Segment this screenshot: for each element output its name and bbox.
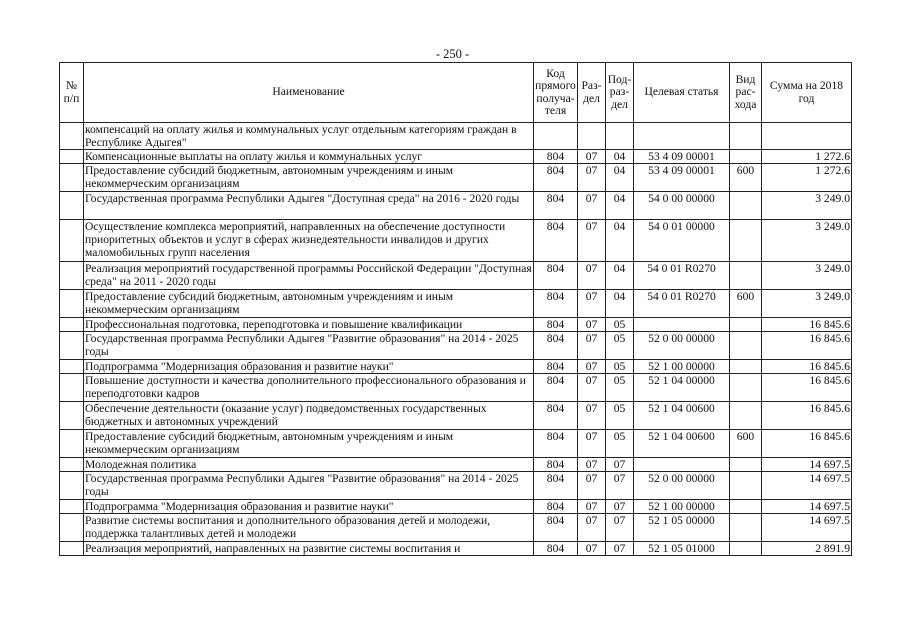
row-amount-cell: 3 249.0 xyxy=(762,220,852,262)
row-recipient-code-cell: 804 xyxy=(534,500,578,514)
row-section-cell: 07 xyxy=(578,458,606,472)
budget-table xyxy=(59,62,852,556)
row-amount-cell: 1 272.6 xyxy=(762,150,852,164)
row-name-cell: Реализация мероприятий государственной программы Российской Федерации "Доступная среда" на 2011 - 2020 годы xyxy=(85,262,532,288)
row-target-article-cell: 54 0 01 R0270 xyxy=(634,290,730,318)
row-section-cell: 07 xyxy=(578,262,606,290)
row-amount-cell: 16 845.6 xyxy=(762,430,852,458)
row-expense-kind-cell xyxy=(730,360,762,374)
row-subsection-cell: 05 xyxy=(606,430,634,458)
row-section-cell: 07 xyxy=(578,318,606,332)
row-name-cell: Предоставление субсидий бюджетным, автономным учреждениям и иным некоммерческим организациям xyxy=(84,164,534,192)
row-name-cell: Осуществление комплекса мероприятий, направленных на обеспечение доступности приоритетных объектов и услуг в сферах жизнедеятельности инвалидов и других маломобильных групп населения xyxy=(84,220,534,262)
row-number-cell xyxy=(60,192,84,220)
row-section-cell xyxy=(578,123,606,150)
row-target-article-cell: 52 1 00 00000 xyxy=(634,500,730,514)
row-target-article-cell: 52 1 05 01000 xyxy=(634,542,730,556)
table-row xyxy=(60,360,852,374)
header-subsection: Под-раз-дел xyxy=(606,63,634,123)
row-expense-kind-cell xyxy=(730,374,762,402)
header-number: № п/п xyxy=(60,63,84,123)
row-recipient-code-cell: 804 xyxy=(534,290,578,318)
header-recipient-code: Код прямого получа-теля xyxy=(534,63,578,123)
row-expense-kind-cell: 600 xyxy=(730,290,762,318)
row-subsection-cell: 04 xyxy=(606,164,634,192)
row-subsection-cell xyxy=(606,123,634,150)
row-target-article-cell xyxy=(634,458,730,472)
table-header xyxy=(60,63,852,123)
row-subsection-cell: 07 xyxy=(606,472,634,500)
row-expense-kind-cell xyxy=(730,542,762,556)
row-target-article-cell: 53 4 09 00001 xyxy=(634,164,730,192)
row-expense-kind-cell xyxy=(730,262,762,290)
row-recipient-code-cell: 804 xyxy=(534,150,578,164)
row-section-cell: 07 xyxy=(578,360,606,374)
row-number-cell xyxy=(60,150,84,164)
row-subsection-cell: 05 xyxy=(606,332,634,360)
row-number-cell xyxy=(60,318,84,332)
row-target-article-cell: 54 0 01 00000 xyxy=(634,220,730,262)
row-target-article-cell: 52 1 04 00600 xyxy=(634,430,730,458)
row-target-article-cell: 54 0 00 00000 xyxy=(634,192,730,220)
row-expense-kind-cell xyxy=(730,192,762,220)
row-target-article-cell: 53 4 09 00001 xyxy=(634,150,730,164)
row-target-article-cell: 52 1 05 00000 xyxy=(634,514,730,542)
table-row xyxy=(60,374,852,402)
row-number-cell xyxy=(60,542,84,556)
row-subsection-cell: 04 xyxy=(606,192,634,220)
row-section-cell: 07 xyxy=(578,430,606,458)
row-amount-cell: 14 697.5 xyxy=(762,458,852,472)
row-name-cell: Молодежная политика xyxy=(84,458,534,472)
row-section-cell: 07 xyxy=(578,472,606,500)
row-name-cell: Подпрограмма "Модернизация образования и развитие науки" xyxy=(84,360,534,374)
row-amount-cell: 1 272.6 xyxy=(762,164,852,192)
row-amount-cell: 3 249.0 xyxy=(762,192,852,220)
row-subsection-cell: 04 xyxy=(606,262,634,290)
row-subsection-cell: 05 xyxy=(606,402,634,430)
row-amount-cell xyxy=(762,123,852,150)
row-name-cell: Подпрограмма "Модернизация образования и развитие науки" xyxy=(84,500,534,514)
table-row xyxy=(60,472,852,500)
table-row xyxy=(60,150,852,164)
table-body xyxy=(60,123,852,556)
row-name-cell: Предоставление субсидий бюджетным, автономным учреждениям и иным некоммерческим организациям xyxy=(84,290,534,318)
row-amount-cell: 16 845.6 xyxy=(762,402,852,430)
row-amount-cell: 16 845.6 xyxy=(762,374,852,402)
row-subsection-cell: 07 xyxy=(606,458,634,472)
row-recipient-code-cell: 804 xyxy=(534,542,578,556)
row-expense-kind-cell xyxy=(730,402,762,430)
table-row xyxy=(60,220,852,262)
row-section-cell: 07 xyxy=(578,164,606,192)
row-amount-cell: 14 697.5 xyxy=(762,500,852,514)
header-amount: Сумма на 2018 год xyxy=(762,63,852,123)
row-recipient-code-cell xyxy=(534,123,578,150)
row-section-cell: 07 xyxy=(578,150,606,164)
row-number-cell xyxy=(60,514,84,542)
row-section-cell: 07 xyxy=(578,402,606,430)
row-expense-kind-cell xyxy=(730,458,762,472)
row-name-cell: Обеспечение деятельности (оказание услуг) подведомственных государственных бюджетных и автономных учреждений xyxy=(84,402,534,430)
row-number-cell xyxy=(60,164,84,192)
row-name-cell: Реализация мероприятий, направленных на развитие системы воспитания и xyxy=(84,542,534,556)
row-target-article-cell: 52 0 00 00000 xyxy=(634,332,730,360)
row-name-cell: Компенсационные выплаты на оплату жилья и коммунальных услуг xyxy=(84,150,534,164)
row-amount-cell: 14 697.5 xyxy=(762,514,852,542)
row-section-cell: 07 xyxy=(578,332,606,360)
row-section-cell: 07 xyxy=(578,192,606,220)
row-recipient-code-cell: 804 xyxy=(534,402,578,430)
row-number-cell xyxy=(60,374,84,402)
row-subsection-cell: 07 xyxy=(606,500,634,514)
row-number-cell xyxy=(60,402,84,430)
row-recipient-code-cell: 804 xyxy=(534,164,578,192)
row-expense-kind-cell xyxy=(730,318,762,332)
row-number-cell xyxy=(60,290,84,318)
table-row xyxy=(60,514,852,542)
row-expense-kind-cell xyxy=(730,514,762,542)
row-section-cell: 07 xyxy=(578,290,606,318)
table-row xyxy=(60,402,852,430)
row-recipient-code-cell: 804 xyxy=(534,472,578,500)
row-subsection-cell: 04 xyxy=(606,220,634,262)
row-subsection-cell: 05 xyxy=(606,374,634,402)
row-target-article-cell: 52 1 00 00000 xyxy=(634,360,730,374)
row-target-article-cell xyxy=(634,123,730,150)
row-number-cell xyxy=(60,430,84,458)
row-section-cell: 07 xyxy=(578,514,606,542)
row-amount-cell: 16 845.6 xyxy=(762,318,852,332)
row-expense-kind-cell: 600 xyxy=(730,164,762,192)
table-row xyxy=(60,164,852,192)
row-recipient-code-cell: 804 xyxy=(534,262,578,290)
row-expense-kind-cell xyxy=(730,332,762,360)
row-recipient-code-cell: 804 xyxy=(534,220,578,262)
row-subsection-cell: 07 xyxy=(606,514,634,542)
row-amount-cell: 16 845.6 xyxy=(762,360,852,374)
row-subsection-cell: 05 xyxy=(606,360,634,374)
table-row xyxy=(60,430,852,458)
row-recipient-code-cell: 804 xyxy=(534,374,578,402)
row-name-cell: Развитие системы воспитания и дополнительного образования детей и молодежи, поддержка талантливых детей и молодежи xyxy=(84,514,534,542)
row-number-cell xyxy=(60,500,84,514)
row-name-cell: Государственная программа Республики Адыгея "Развитие образования" на 2014 - 2025 годы xyxy=(84,332,534,360)
table-row xyxy=(60,542,852,556)
row-recipient-code-cell: 804 xyxy=(534,192,578,220)
row-subsection-cell: 07 xyxy=(606,542,634,556)
row-section-cell: 07 xyxy=(578,374,606,402)
row-recipient-code-cell: 804 xyxy=(534,430,578,458)
row-number-cell xyxy=(60,332,84,360)
row-amount-cell: 16 845.6 xyxy=(762,332,852,360)
row-amount-cell: 2 891.9 xyxy=(762,542,852,556)
row-name-cell: Государственная программа Республики Адыгея "Доступная среда" на 2016 - 2020 годы xyxy=(84,192,534,220)
row-recipient-code-cell: 804 xyxy=(534,360,578,374)
page-number: - 250 - xyxy=(435,47,470,61)
row-name-cell: Повышение доступности и качества дополнительного профессионального образования и переподготовки кадров xyxy=(84,374,534,402)
row-amount-cell: 3 249.0 xyxy=(762,290,852,318)
row-number-cell xyxy=(60,123,84,150)
table-row xyxy=(60,290,852,318)
row-name-cell: Профессиональная подготовка, переподготовка и повышение квалификации xyxy=(84,318,534,332)
row-subsection-cell: 05 xyxy=(606,318,634,332)
table-row xyxy=(60,458,852,472)
row-expense-kind-cell: 600 xyxy=(730,430,762,458)
header-expense-kind: Вид рас-хода xyxy=(730,63,762,123)
row-target-article-cell: 54 0 01 R0270 xyxy=(634,262,730,290)
row-number-cell xyxy=(60,458,84,472)
table-row xyxy=(60,192,852,220)
row-number-cell xyxy=(60,220,84,262)
row-target-article-cell: 52 1 04 00600 xyxy=(634,402,730,430)
row-section-cell: 07 xyxy=(578,220,606,262)
table-row xyxy=(60,123,852,150)
row-target-article-cell: 52 1 04 00000 xyxy=(634,374,730,402)
row-section-cell: 07 xyxy=(578,500,606,514)
row-recipient-code-cell: 804 xyxy=(534,332,578,360)
row-number-cell xyxy=(60,472,84,500)
row-target-article-cell xyxy=(634,318,730,332)
row-amount-cell: 3 249.0 xyxy=(762,262,852,290)
row-expense-kind-cell xyxy=(730,500,762,514)
row-expense-kind-cell xyxy=(730,220,762,262)
row-subsection-cell: 04 xyxy=(606,150,634,164)
table-row xyxy=(60,332,852,360)
row-amount-cell: 14 697.5 xyxy=(762,472,852,500)
row-number-cell xyxy=(60,360,84,374)
table-row xyxy=(60,318,852,332)
row-expense-kind-cell xyxy=(730,472,762,500)
row-recipient-code-cell: 804 xyxy=(534,318,578,332)
header-section: Раз-дел xyxy=(578,63,606,123)
table-row xyxy=(60,262,852,290)
table-row xyxy=(60,500,852,514)
row-expense-kind-cell xyxy=(730,123,762,150)
header-name: Наименование xyxy=(84,63,534,123)
header-target-article: Целевая статья xyxy=(634,63,730,123)
row-name-cell: Предоставление субсидий бюджетным, автономным учреждениям и иным некоммерческим организациям xyxy=(84,430,534,458)
row-subsection-cell: 04 xyxy=(606,290,634,318)
row-number-cell xyxy=(60,262,84,290)
row-name-cell: Государственная программа Республики Адыгея "Развитие образования" на 2014 - 2025 годы xyxy=(84,472,534,500)
row-section-cell: 07 xyxy=(578,542,606,556)
row-name-cell: компенсаций на оплату жилья и коммунальных услуг отдельным категориям граждан в Республике Адыгея" xyxy=(84,123,534,150)
row-target-article-cell: 52 0 00 00000 xyxy=(634,472,730,500)
row-expense-kind-cell xyxy=(730,150,762,164)
row-recipient-code-cell: 804 xyxy=(534,458,578,472)
row-recipient-code-cell: 804 xyxy=(534,514,578,542)
